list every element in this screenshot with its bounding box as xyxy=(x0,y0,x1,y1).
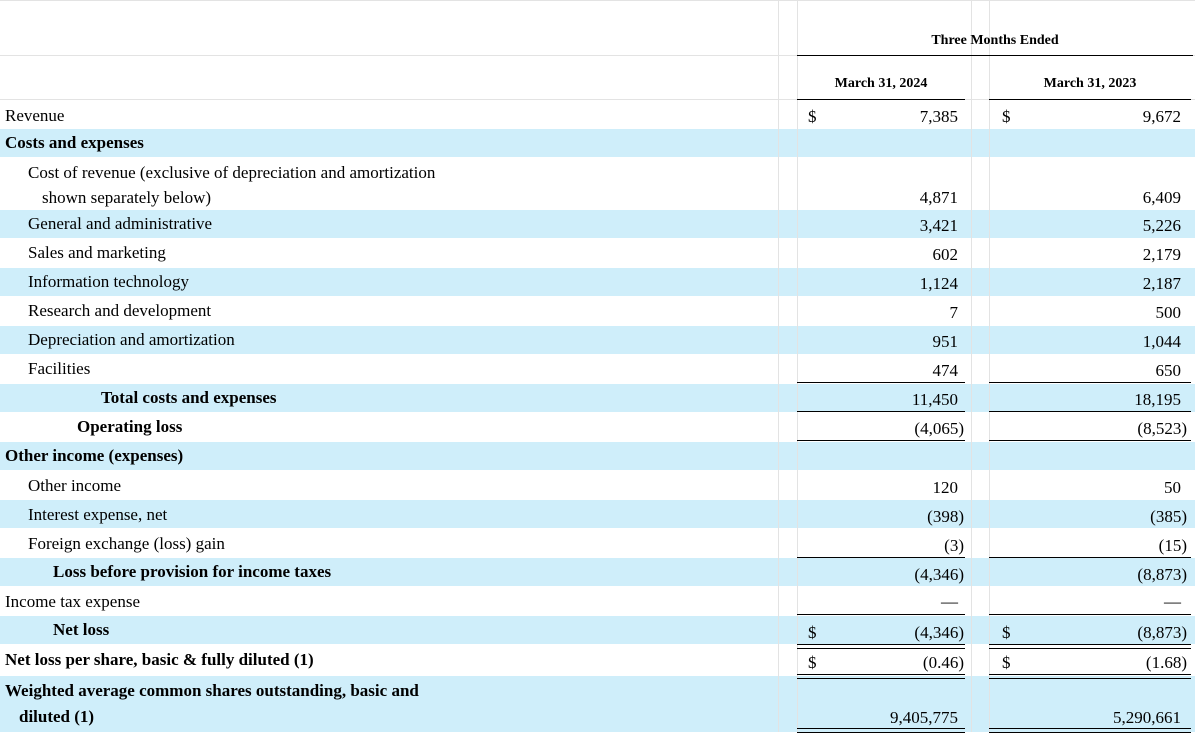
shares-value-2024: 9,405,775 xyxy=(890,708,958,727)
revenue-label: Revenue xyxy=(5,106,65,125)
period-header-underline xyxy=(797,55,1193,56)
shares-label-line1: Weighted average common shares outstanding, basic and xyxy=(5,681,419,700)
cost-of-revenue-label-line1: Cost of revenue (exclusive of depreciation and amortization xyxy=(28,163,436,182)
column-header-2024-underline xyxy=(797,99,965,100)
net-loss-double-underline-2024 xyxy=(797,644,965,649)
total-costs-value-2024: 11,450 xyxy=(911,390,958,409)
revenue-currency-2024: $ xyxy=(808,107,817,126)
total-costs-underline-2024 xyxy=(797,411,965,412)
info-tech-value-2024: 1,124 xyxy=(919,274,958,293)
eps-value-2024: (0.46) xyxy=(922,653,964,672)
loss-before-tax-value-2023: (8,873) xyxy=(1137,565,1187,584)
grid-line-col-gap-mid xyxy=(971,0,972,732)
facilities-underline-2024 xyxy=(797,382,965,383)
research-dev-value-2023: 500 xyxy=(1155,303,1181,322)
grid-line-col-gap-left xyxy=(797,0,798,732)
sales-marketing-value-2023: 2,179 xyxy=(1142,245,1181,264)
net-loss-currency-2023: $ xyxy=(1002,623,1011,642)
grid-line-col-gap-right xyxy=(989,0,990,732)
cost-of-revenue-label-line2: shown separately below) xyxy=(42,188,212,207)
other-income-value-2023: 50 xyxy=(1164,478,1181,497)
period-header: Three Months Ended xyxy=(931,33,1059,48)
total-costs-underline-2023 xyxy=(989,411,1191,412)
total-costs-label: Total costs and expenses xyxy=(101,388,277,407)
sales-marketing-label: Sales and marketing xyxy=(28,243,166,262)
eps-value-2023: (1.68) xyxy=(1145,653,1187,672)
dep-amort-value-2023: 1,044 xyxy=(1142,332,1181,351)
shares-label-line2: diluted (1) xyxy=(19,707,95,726)
fx-gain-value-2024: (3) xyxy=(944,536,964,555)
net-loss-value-2023: (8,873) xyxy=(1137,623,1187,642)
facilities-label: Facilities xyxy=(28,359,91,378)
interest-expense-label: Interest expense, net xyxy=(28,505,168,524)
general-admin-label: General and administrative xyxy=(28,214,213,233)
row-band-interest xyxy=(0,500,1195,528)
eps-currency-2023: $ xyxy=(1002,653,1011,672)
fx-gain-underline-2024 xyxy=(797,557,965,558)
other-income-label: Other income xyxy=(28,476,121,495)
costs-section-header: Costs and expenses xyxy=(5,133,144,152)
general-admin-value-2024: 3,421 xyxy=(919,216,958,235)
shares-value-2023: 5,290,661 xyxy=(1113,708,1181,727)
income-tax-value-2024: — xyxy=(941,592,958,611)
net-loss-double-underline-2023 xyxy=(989,644,1191,649)
research-dev-label: Research and development xyxy=(28,301,212,320)
loss-before-tax-value-2024: (4,346) xyxy=(914,565,964,584)
cost-of-revenue-value-2023: 6,409 xyxy=(1142,188,1181,207)
eps-currency-2024: $ xyxy=(808,653,817,672)
column-header-2023: March 31, 2023 xyxy=(1043,76,1137,91)
dep-amort-label: Depreciation and amortization xyxy=(28,330,235,349)
interest-expense-value-2023: (385) xyxy=(1150,507,1187,526)
research-dev-value-2024: 7 xyxy=(949,303,958,322)
total-costs-value-2023: 18,195 xyxy=(1134,390,1181,409)
income-tax-underline-2023 xyxy=(989,614,1191,615)
cost-of-revenue-value-2024: 4,871 xyxy=(919,188,958,207)
interest-expense-value-2024: (398) xyxy=(927,507,964,526)
column-header-2023-underline xyxy=(989,99,1191,100)
net-loss-currency-2024: $ xyxy=(808,623,817,642)
other-section-header: Other income (expenses) xyxy=(5,446,184,465)
income-tax-label: Income tax expense xyxy=(5,592,140,611)
operating-loss-value-2023: (8,523) xyxy=(1137,419,1187,438)
info-tech-label: Information technology xyxy=(28,272,189,291)
fx-gain-label: Foreign exchange (loss) gain xyxy=(28,534,225,553)
operating-loss-label: Operating loss xyxy=(77,417,183,436)
eps-label: Net loss per share, basic & fully diluted (1) xyxy=(5,650,314,669)
operating-loss-value-2024: (4,065) xyxy=(914,419,964,438)
grid-line-col-label xyxy=(778,0,779,732)
shares-double-underline-2023 xyxy=(989,728,1191,733)
revenue-value-2024: 7,385 xyxy=(919,107,958,126)
grid-line-top xyxy=(0,0,1195,1)
row-band-costs-header xyxy=(0,129,1195,157)
revenue-currency-2023: $ xyxy=(1002,107,1011,126)
eps-double-underline-2024 xyxy=(797,674,965,679)
facilities-value-2023: 650 xyxy=(1155,361,1181,380)
info-tech-value-2023: 2,187 xyxy=(1142,274,1181,293)
sales-marketing-value-2024: 602 xyxy=(932,245,958,264)
operating-loss-underline-2024 xyxy=(797,440,965,441)
net-loss-label: Net loss xyxy=(53,620,110,639)
revenue-value-2023: 9,672 xyxy=(1142,107,1181,126)
shares-double-underline-2024 xyxy=(797,728,965,733)
loss-before-tax-label: Loss before provision for income taxes xyxy=(53,562,332,581)
dep-amort-value-2024: 951 xyxy=(932,332,958,351)
income-tax-value-2023: — xyxy=(1164,592,1181,611)
eps-double-underline-2023 xyxy=(989,674,1191,679)
fx-gain-value-2023: (15) xyxy=(1158,536,1187,555)
column-header-2024: March 31, 2024 xyxy=(834,76,928,91)
net-loss-value-2024: (4,346) xyxy=(914,623,964,642)
general-admin-value-2023: 5,226 xyxy=(1142,216,1181,235)
other-income-value-2024: 120 xyxy=(932,478,958,497)
facilities-underline-2023 xyxy=(989,382,1191,383)
income-tax-underline-2024 xyxy=(797,614,965,615)
facilities-value-2024: 474 xyxy=(932,361,958,380)
operating-loss-underline-2023 xyxy=(989,440,1191,441)
fx-gain-underline-2023 xyxy=(989,557,1191,558)
row-band-net-loss xyxy=(0,616,1195,644)
